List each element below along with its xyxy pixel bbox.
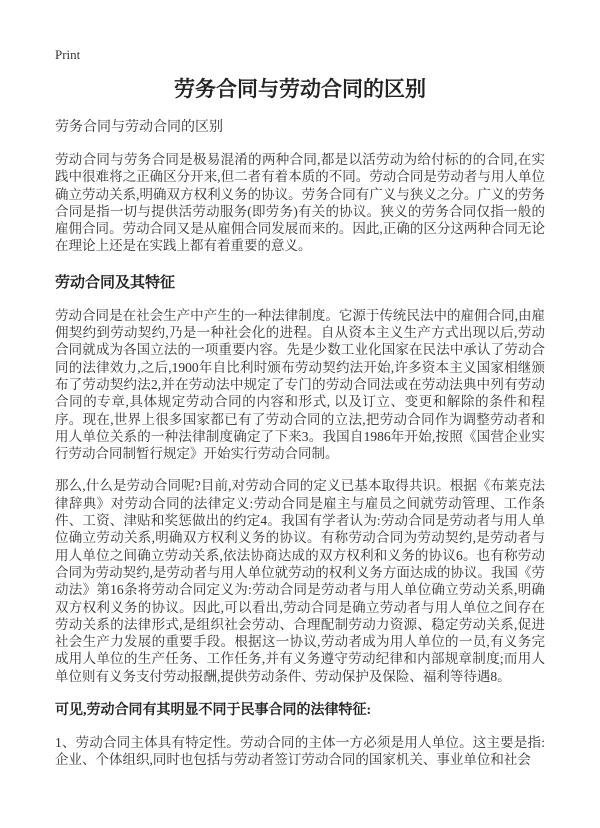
paragraph-definition: 那么,什么是劳动合同呢?目前,对劳动合同的定义已基本取得共识。根据《布莱克法律辞典》对劳动合同的法律定义:劳动合同是雇主与雇员之间就劳动管理、工作条件、工资、津贴和奖惩做出的约定4。我国有学者认为:劳动合同是劳动者与用人单位确立劳动关系,明确双方权利义务的协议。有称劳动合同为劳动契约,是劳动者与用人单位之间确立劳动关系,依法协商达成的双方权利和义务的协议6。也有称劳动合同为劳动契约,是劳动者与用人单位就劳动的权利义务方面达成的协议。我国《劳动法》第16条将劳动合同定义为:劳动合同是劳动者与用人单位确立劳动关系,明确双方权利义务的协议。因此,可以看出,劳动合同是确立劳动者与用人单位之间存在劳动关系的法律形式,是组织社会劳动、合理配制劳动力资源、稳定劳动关系,促进社会生产力发展的重要手段。根据这一协议,劳动者成为用人单位的一员,有义务完成用人单位的生产任务、工作任务,并有义务遵守劳动纪律和内部规章制度;而用人单位则有义务支付劳动报酬,提供劳动条件、劳动保护及保险、福利等待遇8。	[55, 478, 545, 684]
paragraph-intro: 劳动合同与劳务合同是极易混淆的两种合同,都是以活劳动为给付标的的合同,在实践中很难将之正确区分开来,但二者有着本质的不同。劳动合同是劳动者与用人单位确立劳动关系,明确双方权利义务的协议。劳务合同有广义与狭义之分。广义的劳务合同是指一切与提供活劳动服务(即劳务)有关的协议。狭义的劳务合同仅指一般的雇佣合同。劳动合同又是从雇佣合同发展而来的。因此,正确的区分这两种合同无论在理论上还是在实践上都有着重要的意义。	[55, 152, 545, 254]
document-title: 劳务合同与劳动合同的区别	[174, 77, 426, 101]
section-heading-labor-contract-features: 劳动合同及其特征	[55, 274, 176, 291]
emphasis-heading-legal-features: 可见,劳动合同有其明显不同于民事合同的法律特征:	[55, 703, 372, 719]
paragraph-point1: 1、劳动合同主体具有特定性。劳动合同的主体一方必须是用人单位。这主要是指:企业、个体组织,同时也包括与劳动者签订劳动合同的国家机关、事业单位和社会	[55, 735, 545, 768]
document-subtitle: 劳务合同与劳动合同的区别	[55, 120, 223, 135]
print-link[interactable]: Print	[55, 47, 81, 62]
paragraph-history: 劳动合同是在社会生产中产生的一种法律制度。它源于传统民法中的雇佣合同,由雇佣契约到劳动契约,乃是一种社会化的进程。自从资本主义生产方式出现以后,劳动合同就成为各国立法的一项重要内容。先是少数工业化国家在民法中承认了劳动合同的法律效力,之后,1900年自比利时颁布劳动契约法开始,许多资本主义国家相继颁布了劳动契约法2,并在劳动法中规定了专门的劳动合同法或在劳动法典中列有劳动合同的专章,具体规定劳动合同的内容和形式, 以及订立、变更和解除的条件和程序。现在,世界上很多国家都已有了劳动合同的立法,把劳动合同作为调整劳动者和用人单位关系的一种法律制度确定了下来3。我国自1986年开始,按照《国营企业实行劳动合同制暂行规定》开始实行劳动合同制。	[55, 307, 545, 462]
